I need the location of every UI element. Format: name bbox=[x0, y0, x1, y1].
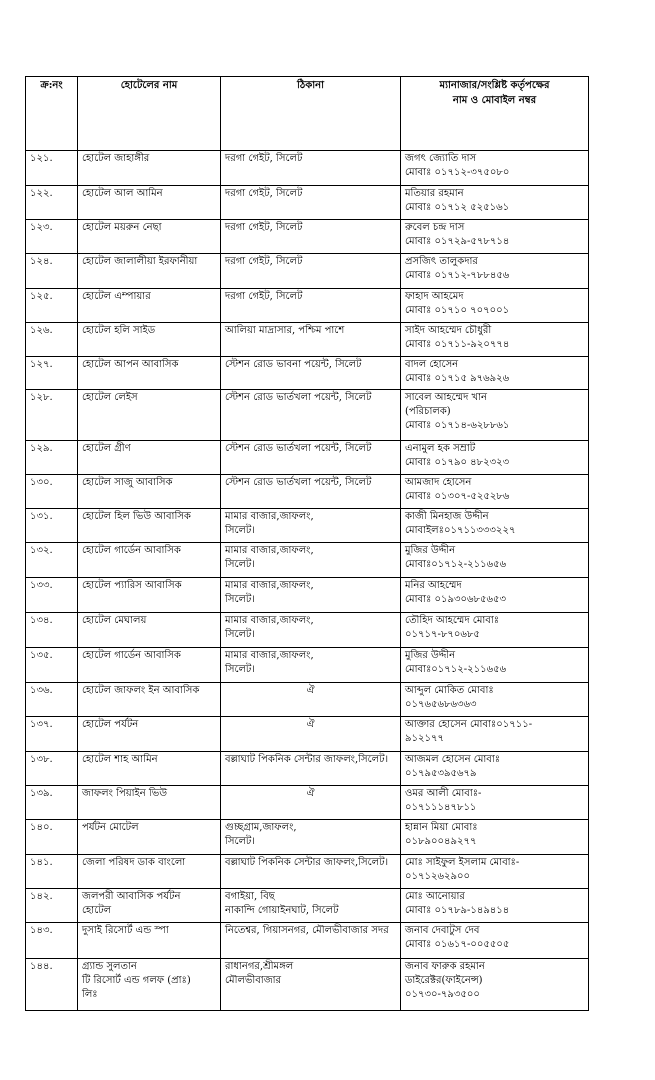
contact-cell-line: মোঃ আনোয়ার bbox=[405, 891, 465, 902]
contact-cell bbox=[401, 683, 589, 717]
address-cell-line: গুচ্ছগ্রাম,জাফলং, bbox=[225, 822, 297, 833]
address-cell bbox=[221, 648, 401, 683]
address-cell-line: বগাইয়া, বিছ bbox=[225, 891, 275, 902]
contact-cell-line: তৌহিদ আহম্মেদ মোবাঃ bbox=[405, 615, 500, 626]
contact-cell-line: মোবাঃ ০১৭১০ ৭০৭০০১ bbox=[405, 305, 510, 316]
address-cell-line: মৌলভীবাজার bbox=[225, 975, 282, 986]
address-cell-line: নাকান্দি গোয়াইনঘাট, সিলেট bbox=[225, 905, 339, 916]
header-contact bbox=[401, 77, 589, 151]
contact-cell-line: আব্দুল মোকিত মোবাঃ bbox=[405, 685, 494, 696]
table-row bbox=[26, 578, 589, 613]
hotel-name-cell-line: জেলা পরিষদ ডাক বাংলো bbox=[82, 857, 186, 868]
address-cell bbox=[221, 441, 401, 475]
hotel-name-cell bbox=[78, 509, 221, 543]
hotel-name-cell-line: হোটেল পর্যটন bbox=[82, 719, 139, 730]
address-cell bbox=[221, 475, 401, 509]
contact-cell-line: মোবাইলঃ০১৭১১৩৩৩২২৭ bbox=[405, 525, 516, 536]
contact-cell bbox=[401, 357, 589, 390]
contact-cell-line: ফাহাদ আহমেদ bbox=[405, 291, 464, 302]
hotel-name-cell bbox=[78, 855, 221, 889]
address-cell-line: মামার বাজার,জাফলং, bbox=[225, 650, 314, 661]
table-row bbox=[26, 683, 589, 717]
table-row bbox=[26, 441, 589, 475]
header-address: ঠিকানা bbox=[221, 77, 401, 151]
address-cell-line: মামার বাজার,জাফলং, bbox=[225, 580, 314, 591]
address-cell bbox=[221, 820, 401, 855]
contact-cell-line: মোঃ সাইফুল ইসলাম মোবাঃ- bbox=[405, 857, 520, 868]
hotel-name-cell bbox=[78, 820, 221, 855]
contact-cell-line: মোবাঃ ০১৯৩০৬৮৫৬৫৩ bbox=[405, 594, 506, 605]
hotel-name-cell bbox=[78, 683, 221, 717]
contact-cell-line: মোবাঃ ০১৭১৪-৬২৮৮৬১ bbox=[405, 420, 510, 431]
contact-cell-line: ০১৭৯৫৩৯৫৬৭৯ bbox=[405, 768, 477, 779]
address-cell bbox=[221, 357, 401, 390]
address-cell-line: মামার বাজার,জাফলং, bbox=[225, 615, 314, 626]
address-cell bbox=[221, 186, 401, 220]
hotel-name-cell bbox=[78, 475, 221, 509]
header-serial: ক্র:নং bbox=[26, 77, 78, 151]
serial-cell: ১৩৯. bbox=[26, 786, 78, 820]
address-cell-line: দরগা গেইট, সিলেট bbox=[225, 222, 303, 233]
contact-cell-line: মুজির উদ্দীন bbox=[405, 650, 456, 661]
address-cell bbox=[221, 923, 401, 959]
hotel-name-cell bbox=[78, 786, 221, 820]
hotel-name-cell bbox=[78, 543, 221, 578]
hotel-name-cell bbox=[78, 648, 221, 683]
serial-cell: ১২৩. bbox=[26, 220, 78, 254]
address-cell bbox=[221, 959, 401, 1011]
serial-cell: ১৩২. bbox=[26, 543, 78, 578]
hotel-name-cell-line: হোটেল ময়রুন নেছা bbox=[82, 222, 162, 233]
serial-cell: ১৩৮. bbox=[26, 752, 78, 786]
address-cell bbox=[221, 786, 401, 820]
address-cell-line: দরগা গেইট, সিলেট bbox=[225, 153, 303, 164]
contact-cell-line: ০১৭১৭-৮৭০৬৮৫ bbox=[405, 629, 480, 640]
contact-cell bbox=[401, 889, 589, 923]
hotel-name-cell-line: হোটেল হলি সাইড bbox=[82, 325, 156, 336]
hotel-name-cell-line: দুসাই রিসোর্ট এন্ড স্পা bbox=[82, 925, 169, 936]
serial-cell: ১২৯. bbox=[26, 441, 78, 475]
hotel-name-cell-line: হোটেল গ্রীণ bbox=[82, 443, 131, 454]
serial-cell: ১৩৩. bbox=[26, 578, 78, 613]
contact-cell bbox=[401, 820, 589, 855]
contact-cell bbox=[401, 323, 589, 357]
contact-cell bbox=[401, 855, 589, 889]
address-cell bbox=[221, 254, 401, 289]
hotel-name-cell-line: হোটেল এম্পায়ার bbox=[82, 291, 151, 302]
contact-cell bbox=[401, 923, 589, 959]
address-cell-line: সিলেট। bbox=[225, 629, 255, 640]
contact-cell-line: মুজির উদ্দীন bbox=[405, 545, 456, 556]
contact-cell bbox=[401, 578, 589, 613]
table-row bbox=[26, 254, 589, 289]
table-row bbox=[26, 475, 589, 509]
hotel-name-cell-line: হোটেল হিল ভিউ আবাসিক bbox=[82, 511, 191, 522]
serial-cell: ১৪২. bbox=[26, 889, 78, 923]
contact-cell-line: ডাইরেক্টর(ফাইনেন্স) bbox=[405, 975, 483, 986]
contact-cell-line: মোবাঃ০১৭১২-২১১৬৫৬ bbox=[405, 664, 507, 675]
contact-cell bbox=[401, 390, 589, 441]
address-cell-line: সিলেট। bbox=[225, 836, 255, 847]
address-cell-line: ঐ bbox=[306, 685, 315, 696]
contact-cell-line: ০১৭৩০-৭৯৩৫০০ bbox=[405, 989, 480, 1000]
address-cell bbox=[221, 889, 401, 923]
hotel-name-cell bbox=[78, 186, 221, 220]
contact-cell-line: মোবাঃ ০১৩০৭-৫২৫২৮৬ bbox=[405, 491, 510, 502]
contact-cell-line: প্রসজিৎ তালুকদার bbox=[405, 256, 478, 267]
hotel-name-cell bbox=[78, 220, 221, 254]
hotel-name-cell-line: হোটেল আল আমিন bbox=[82, 188, 163, 199]
hotel-list-page bbox=[25, 76, 588, 1011]
table-row bbox=[26, 509, 589, 543]
contact-cell bbox=[401, 509, 589, 543]
hotel-name-cell bbox=[78, 717, 221, 752]
contact-cell bbox=[401, 717, 589, 752]
address-cell bbox=[221, 509, 401, 543]
contact-cell-line: জনাব দেবাটুস দেব bbox=[405, 925, 480, 936]
table-row bbox=[26, 820, 589, 855]
serial-cell: ১৪১. bbox=[26, 855, 78, 889]
contact-cell bbox=[401, 220, 589, 254]
table-row bbox=[26, 289, 589, 323]
contact-cell-line: কাজী মিনহাজ উদ্দীন bbox=[405, 511, 489, 522]
address-cell-line: নিতেশ্বর, গিয়াসনগর, মৌলভীবাজার সদর bbox=[225, 925, 389, 936]
contact-cell-line: ৯১২১৭৭ bbox=[405, 733, 444, 744]
hotel-name-cell bbox=[78, 889, 221, 923]
table-row bbox=[26, 717, 589, 752]
table-row bbox=[26, 786, 589, 820]
header-contact-line: ম্যানাজার/সংশ্লিষ্ট কর্তৃপক্ষের bbox=[439, 80, 550, 91]
contact-cell-line: মোবাঃ ০১৭৯০ ৪৮২৩২৩ bbox=[405, 457, 510, 468]
hotel-name-cell bbox=[78, 613, 221, 648]
contact-cell bbox=[401, 786, 589, 820]
address-cell bbox=[221, 717, 401, 752]
hotel-name-cell bbox=[78, 923, 221, 959]
address-cell bbox=[221, 151, 401, 186]
address-cell-line: দরগা গেইট, সিলেট bbox=[225, 291, 303, 302]
contact-cell bbox=[401, 959, 589, 1011]
table-row bbox=[26, 959, 589, 1011]
contact-cell-line: সাইদ আহম্মেদ চৌধুরী bbox=[405, 325, 492, 336]
table-row bbox=[26, 151, 589, 186]
contact-cell-line: মোবাঃ ০১৭১২ ৫২৫১৬১ bbox=[405, 202, 510, 213]
hotel-name-cell-line: হোটেল মেঘালয় bbox=[82, 615, 147, 626]
hotel-name-cell bbox=[78, 441, 221, 475]
contact-cell-line: আমজাদ হোসেন bbox=[405, 477, 472, 488]
address-cell-line: বল্লাঘাট পিকনিক সেন্টার জাফলং,সিলেট। bbox=[225, 857, 389, 868]
contact-cell-line: মোবাঃ ০১৬১৭-০০৫৫০৫ bbox=[405, 939, 510, 950]
hotel-name-cell-line: পর্যটন মোটেল bbox=[82, 822, 139, 833]
address-cell-line: স্টেশন রোড ভাবনা পয়েন্ট, সিলেট bbox=[225, 359, 362, 370]
hotel-name-cell bbox=[78, 357, 221, 390]
contact-cell-line: ওমর আলী মোবাঃ- bbox=[405, 788, 482, 799]
contact-cell bbox=[401, 613, 589, 648]
hotel-name-cell-line: হোটেল জাফলং ইন আবাসিক bbox=[82, 685, 200, 696]
address-cell bbox=[221, 220, 401, 254]
hotel-name-cell bbox=[78, 151, 221, 186]
address-cell-line: সিলেট। bbox=[225, 664, 255, 675]
hotel-name-cell-line: গ্র্যান্ড সুলতান bbox=[82, 961, 137, 972]
hotel-name-cell-line: হোটেল শাহ আমিন bbox=[82, 754, 158, 765]
serial-cell: ১২৮. bbox=[26, 390, 78, 441]
address-cell bbox=[221, 289, 401, 323]
header-contact-line: নাম ও মোবাইল নম্বর bbox=[452, 95, 537, 106]
contact-cell bbox=[401, 441, 589, 475]
contact-cell-line: মোবাঃ ০১৭১২-৭৮৮৪৫৬ bbox=[405, 270, 510, 281]
address-cell-line: রাধানগর,শ্রীমঙ্গল bbox=[225, 961, 294, 972]
hotel-name-cell-line: টি রিসোর্ট এন্ড গলফ (প্রাঃ) bbox=[82, 975, 191, 986]
table-row bbox=[26, 357, 589, 390]
serial-cell: ১৩৬. bbox=[26, 683, 78, 717]
contact-cell bbox=[401, 186, 589, 220]
contact-cell-line: মনির আহম্মেদ bbox=[405, 580, 462, 591]
contact-cell-line: সাবেল আহম্মেদ খান bbox=[405, 392, 487, 403]
contact-cell-line: মোবাঃ ০১৭৮৯-১৪৯৪১৪ bbox=[405, 905, 510, 916]
address-cell bbox=[221, 543, 401, 578]
table-row bbox=[26, 390, 589, 441]
address-cell-line: ঐ bbox=[306, 719, 315, 730]
serial-cell: ১২৫. bbox=[26, 289, 78, 323]
hotel-name-cell-line: জাফলং পিয়াইন ভিউ bbox=[82, 788, 167, 799]
serial-cell: ১৩৫. bbox=[26, 648, 78, 683]
hotel-name-cell bbox=[78, 390, 221, 441]
contact-cell-line: ০১৮৯০০৪৯২৭৭ bbox=[405, 836, 477, 847]
serial-cell: ১৪৪. bbox=[26, 959, 78, 1011]
address-cell bbox=[221, 323, 401, 357]
hotel-table bbox=[25, 76, 589, 1011]
contact-cell bbox=[401, 151, 589, 186]
contact-cell bbox=[401, 254, 589, 289]
address-cell-line: সিলেট। bbox=[225, 594, 255, 605]
serial-cell: ১৩১. bbox=[26, 509, 78, 543]
contact-cell-line: মোবাঃ ০১৭১১-৯২০৭৭৪ bbox=[405, 339, 510, 350]
address-cell bbox=[221, 855, 401, 889]
address-cell-line: আলিয়া মাদ্রাসার, পশ্চিম পাশে bbox=[225, 325, 345, 336]
contact-cell-line: হান্নান মিয়া মোবাঃ bbox=[405, 822, 478, 833]
contact-cell-line: এনামুল হক সম্রাট bbox=[405, 443, 476, 454]
contact-cell-line: মোবাঃ ০১৭২৯-৫৭৮৭১৪ bbox=[405, 236, 510, 247]
address-cell-line: স্টেশন রোড ভার্তখলা পয়েন্ট, সিলেট bbox=[225, 443, 372, 454]
contact-cell-line: আক্তার হোসেন মোবাঃ০১৭১১- bbox=[405, 719, 533, 730]
hotel-name-cell-line: হোটেল প্যারিস আবাসিক bbox=[82, 580, 182, 591]
table-header-row bbox=[26, 77, 589, 151]
address-cell bbox=[221, 613, 401, 648]
table-row bbox=[26, 752, 589, 786]
contact-cell-line: জগৎ জ্যোতি দাস bbox=[405, 153, 477, 164]
hotel-name-cell-line: হোটেল গার্ডেন আবাসিক bbox=[82, 650, 181, 661]
serial-cell: ১৩০. bbox=[26, 475, 78, 509]
hotel-name-cell-line: হোটেল সাজু আবাসিক bbox=[82, 477, 173, 488]
address-cell bbox=[221, 390, 401, 441]
table-row bbox=[26, 613, 589, 648]
address-cell-line: দরগা গেইট, সিলেট bbox=[225, 256, 303, 267]
hotel-name-cell bbox=[78, 323, 221, 357]
address-cell bbox=[221, 752, 401, 786]
header-hotel-name: হোটেলের নাম bbox=[78, 77, 221, 151]
contact-cell bbox=[401, 289, 589, 323]
serial-cell: ১২২. bbox=[26, 186, 78, 220]
serial-cell: ১২৪. bbox=[26, 254, 78, 289]
hotel-name-cell bbox=[78, 289, 221, 323]
contact-cell-line: রুবেল চন্দ্র দাস bbox=[405, 222, 465, 233]
contact-cell bbox=[401, 648, 589, 683]
hotel-name-cell-line: জলপরী আবাসিক পর্যটন bbox=[82, 891, 181, 902]
hotel-name-cell-line: হোটেল আপন আবাসিক bbox=[82, 359, 179, 370]
table-row bbox=[26, 855, 589, 889]
address-cell-line: স্টেশন রোড ভার্তখলা পয়েন্ট, সিলেট bbox=[225, 477, 372, 488]
contact-cell-line: ০১৭১২৬২৯০০ bbox=[405, 871, 470, 882]
address-cell-line: দরগা গেইট, সিলেট bbox=[225, 188, 303, 199]
hotel-name-cell bbox=[78, 254, 221, 289]
table-row bbox=[26, 923, 589, 959]
hotel-name-cell-line: হোটেল জাহাঙ্গীর bbox=[82, 153, 150, 164]
hotel-name-cell-line: হোটেল লেইস bbox=[82, 392, 138, 403]
contact-cell bbox=[401, 475, 589, 509]
table-row bbox=[26, 220, 589, 254]
contact-cell bbox=[401, 752, 589, 786]
contact-cell-line: জনাব ফারুক রহমান bbox=[405, 961, 485, 972]
address-cell bbox=[221, 683, 401, 717]
contact-cell-line: (পরিচালক) bbox=[405, 406, 451, 417]
hotel-name-cell-line: হোটেল bbox=[82, 905, 112, 916]
table-row bbox=[26, 889, 589, 923]
contact-cell-line: মতিয়ার রহমান bbox=[405, 188, 464, 199]
serial-cell: ১২৬. bbox=[26, 323, 78, 357]
contact-cell-line: মোবাঃ ০১৭১২-৩৭৫০৮০ bbox=[405, 167, 510, 178]
hotel-name-cell-line: লিঃ bbox=[82, 989, 98, 1000]
address-cell-line: সিলেট। bbox=[225, 525, 255, 536]
hotel-name-cell-line: হোটেল গার্ডেন আবাসিক bbox=[82, 545, 181, 556]
table-body bbox=[26, 151, 589, 1011]
table-row bbox=[26, 543, 589, 578]
address-cell-line: ঐ bbox=[306, 788, 315, 799]
table-row bbox=[26, 648, 589, 683]
hotel-name-cell bbox=[78, 959, 221, 1011]
hotel-name-cell-line: হোটেল জালালীয়া ইরফানীয়া bbox=[82, 256, 198, 267]
contact-cell bbox=[401, 543, 589, 578]
table-row bbox=[26, 323, 589, 357]
hotel-name-cell bbox=[78, 752, 221, 786]
address-cell-line: মামার বাজার,জাফলং, bbox=[225, 545, 314, 556]
contact-cell-line: বাদল হোসেন bbox=[405, 359, 459, 370]
contact-cell-line: আজমল হোসেন মোবাঃ bbox=[405, 754, 501, 765]
address-cell-line: সিলেট। bbox=[225, 559, 255, 570]
serial-cell: ১২১. bbox=[26, 151, 78, 186]
hotel-name-cell bbox=[78, 578, 221, 613]
serial-cell: ১৪০. bbox=[26, 820, 78, 855]
serial-cell: ১৩৪. bbox=[26, 613, 78, 648]
contact-cell-line: মোবাঃ০১৭১২-২১১৬৫৬ bbox=[405, 559, 507, 570]
serial-cell: ১৩৭. bbox=[26, 717, 78, 752]
serial-cell: ১৪৩. bbox=[26, 923, 78, 959]
address-cell bbox=[221, 578, 401, 613]
address-cell-line: স্টেশন রোড ভার্তখলা পয়েন্ট, সিলেট bbox=[225, 392, 372, 403]
contact-cell-line: ০১৭১১১৪৭৮১১ bbox=[405, 802, 477, 813]
contact-cell-line: মোবাঃ ০১৭১৫ ৯৭৬৯২৬ bbox=[405, 373, 510, 384]
contact-cell-line: ০১৭৬৫৬৮৬৩৬৩ bbox=[405, 699, 477, 710]
address-cell-line: বল্লাঘাট পিকনিক সেন্টার জাফলং,সিলেট। bbox=[225, 754, 389, 765]
serial-cell: ১২৭. bbox=[26, 357, 78, 390]
table-row bbox=[26, 186, 589, 220]
address-cell-line: মামার বাজার,জাফলং, bbox=[225, 511, 314, 522]
